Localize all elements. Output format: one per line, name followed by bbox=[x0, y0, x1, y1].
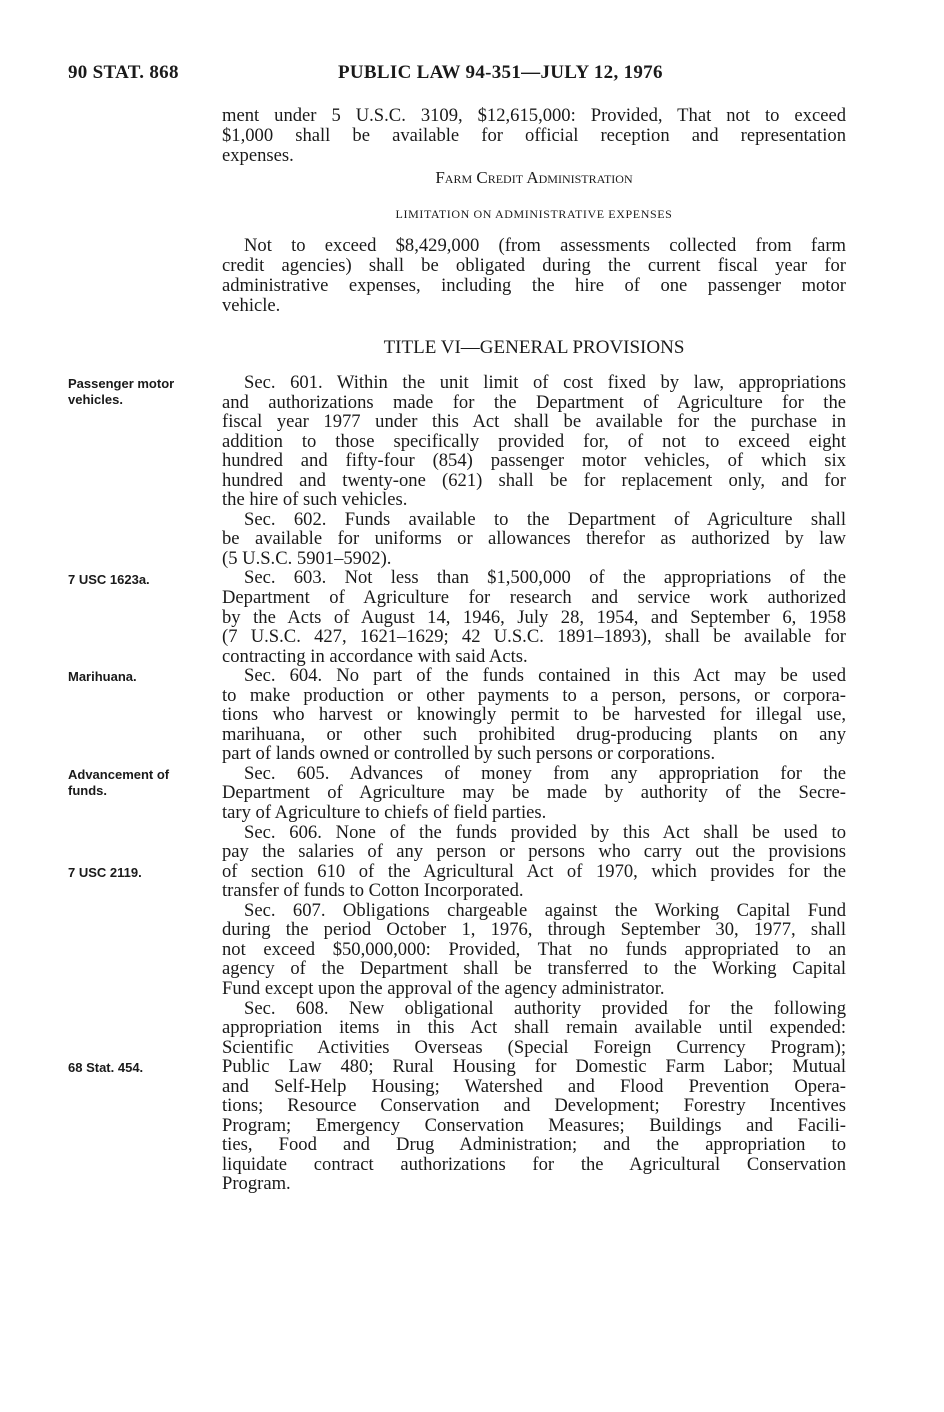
text-line: Sec. 603. Not less than $1,500,000 of the appropriations of the bbox=[244, 567, 846, 589]
fca-paragraph bbox=[222, 236, 846, 316]
text-line: marihuana, or other such prohibited drug-producing plants on any bbox=[222, 723, 846, 745]
section-601 bbox=[222, 373, 846, 510]
text-line: Sec. 602. Funds available to the Department of Agriculture shall bbox=[244, 508, 846, 530]
text-line: Department of Agriculture may be made by authority of the Secre- bbox=[222, 782, 846, 804]
text-line: agency of the Department shall be transferred to the Working Capital bbox=[222, 958, 846, 980]
text-line: Sec. 606. None of the funds provided by this Act shall be used to bbox=[244, 821, 846, 843]
margin-note: Advancement of funds. bbox=[68, 767, 170, 798]
statute-page-number: 90 STAT. 868 bbox=[68, 62, 179, 83]
running-header: PUBLIC LAW 94-351—JULY 12, 1976 bbox=[338, 62, 663, 83]
title-heading: TITLE VI—GENERAL PROVISIONS bbox=[383, 337, 685, 358]
text-line: part of lands owned or controlled by such persons or corporations. bbox=[222, 743, 716, 765]
text-line: expenses. bbox=[222, 145, 294, 166]
agency-heading: Farm Credit Administration bbox=[435, 168, 633, 187]
text-line: Sec. 605. Advances of money from any appropriation for the bbox=[244, 762, 846, 784]
text-line: appropriation items in this Act shall remain available until expended: bbox=[222, 1017, 846, 1039]
text-line: tary of Agriculture to chiefs of field parties. bbox=[222, 802, 547, 824]
text-line: Fund except upon the approval of the agency administrator. bbox=[222, 977, 665, 999]
text-line: (7 U.S.C. 427, 1621–1629; 42 U.S.C. 1891–1893), shall be available for bbox=[222, 626, 846, 648]
text-line: Sec. 607. Obligations chargeable against the Working Capital Fund bbox=[244, 899, 846, 921]
intro-paragraph bbox=[222, 106, 846, 166]
text-line: during the period October 1, 1976, through September 30, 1977, shall bbox=[222, 919, 846, 941]
section-606 bbox=[222, 823, 846, 901]
section-607 bbox=[222, 901, 846, 999]
text-line: to make production or other payments to a person, persons, or corpora- bbox=[222, 684, 846, 706]
section-603 bbox=[222, 568, 846, 666]
text-line: hundred and twenty-one (621) shall be for replacement only, and for bbox=[222, 469, 846, 491]
sub-heading: LIMITATION ON ADMINISTRATIVE EXPENSES bbox=[395, 207, 673, 221]
text-line: administrative expenses, including the hire of one passenger motor bbox=[222, 275, 846, 296]
text-line: and authorizations made for the Department of Agriculture for the bbox=[222, 391, 846, 413]
sections bbox=[222, 373, 846, 1194]
margin-note: 7 USC 2119. bbox=[68, 864, 142, 880]
text-line: credit agencies) shall be obligated during the current fiscal year for bbox=[222, 255, 846, 276]
text-line: Sec. 608. New obligational authority provided for the following bbox=[244, 997, 846, 1019]
section-604 bbox=[222, 666, 846, 764]
text-line: of section 610 of the Agricultural Act of 1970, which provides for the bbox=[222, 860, 846, 882]
text-line: by the Acts of August 14, 1946, July 28, 1954, and September 6, 1958 bbox=[222, 606, 846, 628]
text-line: (5 U.S.C. 5901–5902). bbox=[222, 547, 392, 569]
section-602 bbox=[222, 510, 846, 569]
text-line: pay the salaries of any person or persons who carry out the provisions bbox=[222, 841, 846, 863]
section-608 bbox=[222, 999, 846, 1194]
section-605 bbox=[222, 764, 846, 823]
text-line: Scientific Activities Overseas (Special Foreign Currency Program); bbox=[222, 1036, 846, 1058]
text-line: ties, Food and Drug Administration; and the appropriation to bbox=[222, 1134, 846, 1156]
text-line: Program; Emergency Conservation Measures; Buildings and Facili- bbox=[222, 1114, 846, 1136]
text-line: fiscal year 1977 under this Act shall be available for the purchase in bbox=[222, 411, 846, 433]
text-line: Department of Agriculture for research and service work authorized bbox=[222, 587, 846, 609]
text-line: tions; Resource Conservation and Development; Forestry Incentives bbox=[222, 1095, 846, 1117]
text-line: liquidate contract authorizations for the Agricultural Conservation bbox=[222, 1153, 846, 1175]
text-line: tions who harvest or knowingly permit to be harvested for illegal use, bbox=[222, 704, 846, 726]
text-line: the hire of such vehicles. bbox=[222, 489, 408, 511]
text-line: not exceed $50,000,000: Provided, That no funds appropriated to an bbox=[222, 938, 846, 960]
text-line: Not to exceed $8,429,000 (from assessments collected from farm bbox=[244, 235, 846, 256]
text-line: and Self-Help Housing; Watershed and Flood Prevention Opera- bbox=[222, 1075, 846, 1097]
text-line: hundred and fifty-four (854) passenger motor vehicles, of which six bbox=[222, 450, 846, 472]
margin-note: Passenger motor vehicles. bbox=[68, 376, 175, 407]
text-line: Sec. 604. No part of the funds contained in this Act may be used bbox=[244, 665, 846, 687]
margin-note: Marihuana. bbox=[68, 669, 137, 685]
margin-note: 7 USC 1623a. bbox=[68, 571, 150, 587]
text-line: be available for uniforms or allowances therefor as authorized by law bbox=[222, 528, 846, 550]
text-line: Program. bbox=[222, 1173, 291, 1195]
text-line: addition to those specifically provided for, of not to exceed eight bbox=[222, 430, 846, 452]
text-line: Sec. 601. Within the unit limit of cost fixed by law, appropriations bbox=[244, 372, 846, 393]
text-line: vehicle. bbox=[222, 295, 281, 316]
text-line: $1,000 shall be available for official reception and representation bbox=[222, 125, 846, 146]
text-line: ment under 5 U.S.C. 3109, $12,615,000: Provided, That not to exceed bbox=[222, 105, 846, 126]
text-line: Public Law 480; Rural Housing for Domestic Farm Labor; Mutual bbox=[222, 1056, 846, 1078]
text-line: transfer of funds to Cotton Incorporated. bbox=[222, 880, 524, 902]
text-line: contracting in accordance with said Acts. bbox=[222, 645, 528, 667]
margin-note: 68 Stat. 454. bbox=[68, 1060, 144, 1076]
